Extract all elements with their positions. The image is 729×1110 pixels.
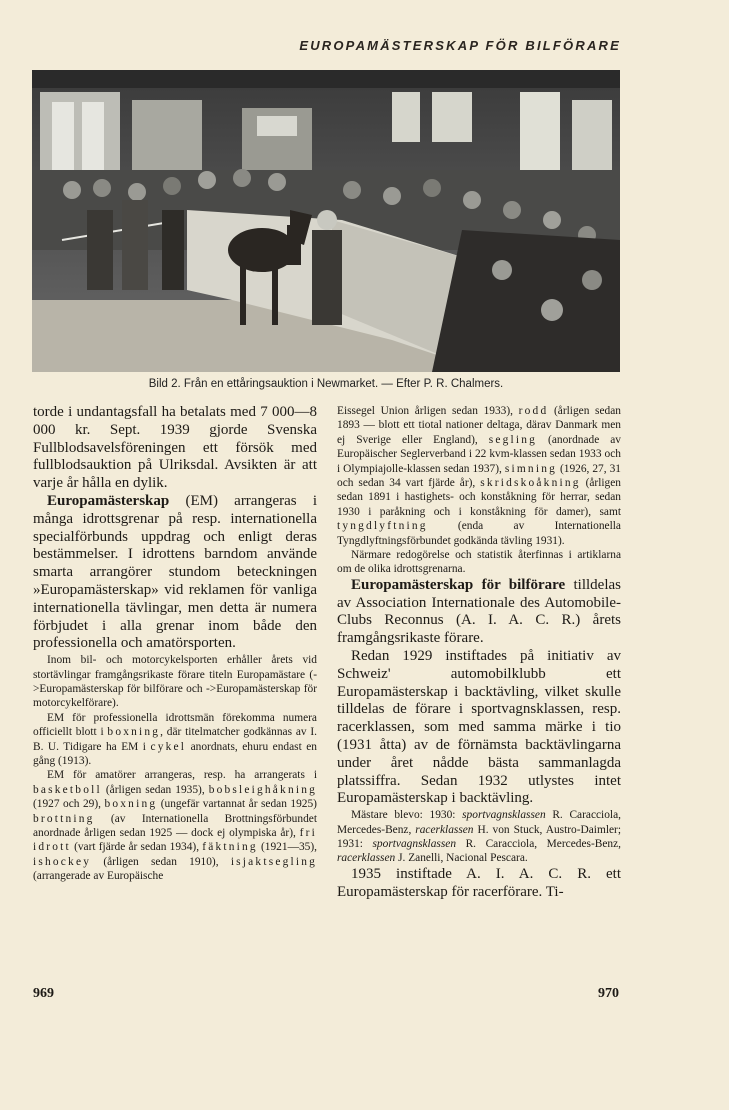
paragraph: Närmare redogörelse och statistik återfinnas i artiklarna om de olika idrottsgrenarna. [337,549,621,576]
paragraph: Europamästerskap (EM) arrangeras i många idrottsgrenar på resp. internationella specialförbunds uppdrag och enligt deras bestämmelser. I idrottens barndom använde smarta arrangörer stundom beteckningen »Europamästerskap» vid reklamen för vanliga internationella tävlingar, men detta är numera förbjudet i alla grenar inom både den professionella och amatörsporten. [33,492,317,652]
paragraph: Eissegel Union årligen sedan 1933), rodd (årligen sedan 1893 — blott ett tiotal nationer deltaga, därav Danmark men ej Sverige eller England), segling (anordnade av Europäischer Seglerverband i 22 kvm-klassen sedan 1933 och i Olympiajolle-klassen sedan 1937), simning (1926, 27, 31 och sedan 34 vart fjärde år), skridskoåkning (årligen sedan 1891 i hastighets- och konståkning för herrar, sedan 1930 i paråkning och i konståkning för damer), samt tyngdlyftning (enda av Internationella Tyngdlyftningsförbundet godkända tävling 1931). [337,405,622,547]
paragraph: EM för professionella idrottsmän förekomma numera officiellt blott i boxning, där titelmatcher godkännas av I. B. U. Tidigare ha EM i cykel anordnats, ehuru endast en gång (1913). [33,711,317,767]
paragraph: EM för amatörer arrangeras, resp. ha arrangerats i basketboll (årligen sedan 1935), bobsleighåkning (1927 och 29), boxning (ungefär vartannat år sedan 1925) brottning (av Internationella Brottningsförbundet anordnade årligen sedan 1925 — dock ej olympiska år), fri idrott (vart fjärde år sedan 1934), fäktning (1921—35), ishockey (årligen sedan 1910), isjaktsegling (arrangerade av Europäische [33,769,317,883]
paragraph: Mästare blevo: 1930: sportvagnsklassen R. Caracciola, Mercedes-Benz, racerklassen H. von Stuck, Austro-Daimler; 1931: sportvagnsklassen R. Caracciola, Mercedes-Benz, racerklassen J. Zanelli, Nacional Pescara. [337,809,622,865]
running-head: EUROPAMÄSTERSKAP FÖR BILFÖRARE [299,38,621,53]
paragraph: Europamästerskap för bilförare tilldelas av Association Internationale des Automobile-Clubs Reconnus (A. I. A. C. R.) årets framgångsrikaste förare. [337,576,621,647]
page-number-right: 970 [598,986,619,1001]
page-number-left: 969 [33,986,54,1001]
photo-caption: Bild 2. Från en ettåringsauktion i Newmarket. — Efter P. R. Chalmers. [148,378,504,390]
right-column [337,404,621,901]
paragraph: torde i undantagsfall ha betalats med 7 000—8 000 kr. Sept. 1939 gjorde Svenska Fullblodsavelsföreningen ett försök med fullblodsauktion på Ulriksdal. Avsikten är att varje år hålla en dylik. [33,404,317,492]
left-column [33,404,317,884]
paragraph: 1935 instiftade A. I. A. C. R. ett Europamästerskap för racerförare. Ti- [337,865,621,900]
auction-photo [32,70,620,372]
auction-photo-illustration [32,70,620,372]
paragraph: Redan 1929 instiftades på initiativ av Schweiz' automobilklubb ett Europamästerskap i backtävling, vilket skulle tilldelas de förare i sportvagnsklassen, resp. racerklassen, som med samma märke i tio (1931 åtta) av de förnämsta backtävlingarna under året nådde bästa sammanlagda platssiffra. Sedan 1932 utlystes intet Europamästerskap i backtävling. [337,648,621,807]
paragraph: Inom bil- och motorcykelsporten erhåller årets vid stortävlingar framgångsrikaste förare titeln Europamästare (->Europamästerskap för bilförare och ->Europamästerskap för motorcykelförare). [33,654,317,710]
